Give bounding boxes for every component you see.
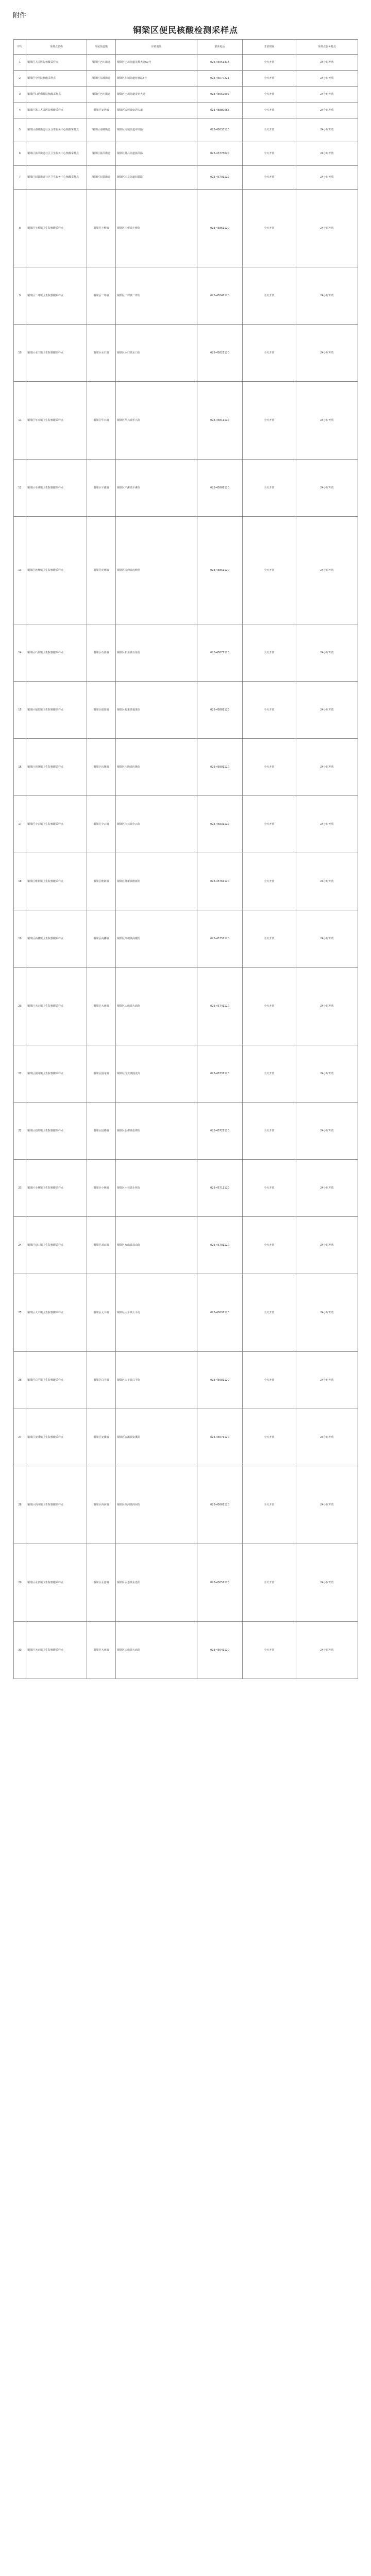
cell-features: 24小时开放	[296, 142, 358, 166]
header-site-name: 采样点名称	[26, 40, 87, 55]
cell-index: 30	[14, 1622, 26, 1679]
cell-town: 铜梁区巴川街道	[87, 87, 116, 103]
cell-index: 6	[14, 142, 26, 166]
cell-site-name: 铜梁区人民医院核酸采样点	[26, 55, 87, 71]
cell-hours: 全天开放	[243, 1544, 296, 1622]
cell-features: 24小时开放	[296, 624, 358, 682]
table-row	[14, 190, 358, 267]
cell-site-name: 铜梁区妇幼保健院核酸采样点	[26, 87, 87, 103]
cell-features: 24小时开放	[296, 267, 358, 325]
cell-town: 铜梁区二坪镇	[87, 267, 116, 325]
cell-address: 铜梁区侣俸镇侣俸街	[116, 1103, 197, 1160]
cell-phone: 023-45791120	[197, 166, 243, 190]
cell-hours: 全天开放	[243, 853, 296, 910]
cell-phone: 023-45651316	[197, 55, 243, 71]
table-row	[14, 1544, 358, 1622]
cell-phone: 023-45861120	[197, 190, 243, 267]
cell-site-name: 铜梁区大庙镇卫生院核酸采样点	[26, 1622, 87, 1679]
table-row	[14, 382, 358, 460]
cell-hours: 全天开放	[243, 1103, 296, 1160]
cell-hours: 全天开放	[243, 325, 296, 382]
cell-town: 铜梁区白羊镇	[87, 1352, 116, 1409]
cell-features: 24小时开放	[296, 1466, 358, 1544]
table-row	[14, 103, 358, 118]
cell-phone: 023-45821120	[197, 325, 243, 382]
cell-index: 22	[14, 1103, 26, 1160]
cell-site-name: 铜梁区水口镇卫生院核酸采样点	[26, 325, 87, 382]
cell-town: 铜梁区福果镇	[87, 682, 116, 739]
cell-phone: 023-45711120	[197, 1160, 243, 1217]
cell-phone: 023-45701120	[197, 1217, 243, 1274]
cell-site-name: 铜梁区南城街道社区卫生服务中心核酸采样点	[26, 118, 87, 142]
cell-address: 铜梁区福果镇福果街	[116, 682, 197, 739]
cell-hours: 全天开放	[243, 267, 296, 325]
cell-address: 铜梁区围龙镇围龙街	[116, 1045, 197, 1103]
cell-phone: 023-45641120	[197, 1622, 243, 1679]
cell-town: 铜梁区安居镇	[87, 103, 116, 118]
cell-address: 铜梁区蒲吕街道蒲吕路	[116, 142, 197, 166]
cell-features: 24小时开放	[296, 1622, 358, 1679]
cell-town: 铜梁区土桥镇	[87, 190, 116, 267]
cell-hours: 全天开放	[243, 1217, 296, 1274]
cell-address: 铜梁区白羊镇白羊街	[116, 1352, 197, 1409]
cell-hours: 全天开放	[243, 87, 296, 103]
cell-features: 24小时开放	[296, 682, 358, 739]
cell-index: 9	[14, 267, 26, 325]
cell-site-name: 铜梁区庆隆镇卫生院核酸采样点	[26, 739, 87, 796]
table-row	[14, 910, 358, 968]
header-town: 所属街道镇	[87, 40, 116, 55]
cell-phone: 023-45677221	[197, 71, 243, 87]
cell-town: 铜梁区太平镇	[87, 1274, 116, 1352]
table-row	[14, 118, 358, 142]
cell-phone: 023-45778020	[197, 142, 243, 166]
cell-features: 24小时开放	[296, 968, 358, 1045]
table-row	[14, 517, 358, 624]
cell-town: 铜梁区石鱼镇	[87, 624, 116, 682]
cell-hours: 全天开放	[243, 1160, 296, 1217]
cell-site-name: 铜梁区少云镇卫生院核酸采样点	[26, 796, 87, 853]
cell-town: 铜梁区庆隆镇	[87, 739, 116, 796]
cell-phone: 023-45721120	[197, 1103, 243, 1160]
cell-phone: 023-45880065	[197, 103, 243, 118]
cell-features: 24小时开放	[296, 1103, 358, 1160]
table-row	[14, 460, 358, 517]
cell-hours: 全天开放	[243, 1352, 296, 1409]
cell-address: 铜梁区大庙镇大庙街	[116, 1622, 197, 1679]
table-row	[14, 1274, 358, 1352]
cell-address: 铜梁区南城街道中兴路	[116, 118, 197, 142]
cell-phone: 023-45891120	[197, 739, 243, 796]
cell-features: 24小时开放	[296, 739, 358, 796]
cell-site-name: 铜梁区白羊镇卫生院核酸采样点	[26, 1352, 87, 1409]
cell-hours: 全天开放	[243, 517, 296, 624]
table-row	[14, 1045, 358, 1103]
cell-address: 铜梁区西河镇西河街	[116, 1466, 197, 1544]
cell-index: 3	[14, 87, 26, 103]
cell-address: 铜梁区虎峰镇虎峰街	[116, 517, 197, 624]
cell-hours: 全天开放	[243, 55, 296, 71]
cell-hours: 全天开放	[243, 682, 296, 739]
table-row	[14, 853, 358, 910]
cell-phone: 023-45731120	[197, 1045, 243, 1103]
cell-index: 27	[14, 1409, 26, 1466]
cell-town: 铜梁区蒲吕街道	[87, 142, 116, 166]
cell-address: 铜梁区水口镇水口街	[116, 325, 197, 382]
cell-features: 24小时开放	[296, 1274, 358, 1352]
table-row	[14, 739, 358, 796]
cell-address: 铜梁区东城街道营盘路6号	[116, 71, 197, 87]
cell-address: 铜梁区旧县街道旧县路	[116, 166, 197, 190]
cell-town: 铜梁区平滩镇	[87, 460, 116, 517]
table-row	[14, 1160, 358, 1217]
cell-index: 4	[14, 103, 26, 118]
cell-site-name: 铜梁区双山镇卫生院核酸采样点	[26, 1217, 87, 1274]
cell-site-name: 铜梁区永嘉镇卫生院核酸采样点	[26, 1544, 87, 1622]
cell-address: 铜梁区大庙镇大庙街	[116, 968, 197, 1045]
cell-town: 铜梁区西河镇	[87, 1466, 116, 1544]
cell-address: 铜梁区安溪镇安溪街	[116, 1409, 197, 1466]
cell-site-name: 铜梁区虎峰镇卫生院核酸采样点	[26, 517, 87, 624]
cell-index: 12	[14, 460, 26, 517]
cell-index: 29	[14, 1544, 26, 1622]
cell-features: 24小时开放	[296, 1409, 358, 1466]
cell-features: 24小时开放	[296, 517, 358, 624]
cell-town: 铜梁区永嘉镇	[87, 1544, 116, 1622]
cell-town: 铜梁区大庙镇	[87, 1622, 116, 1679]
cell-index: 21	[14, 1045, 26, 1103]
cell-index: 26	[14, 1352, 26, 1409]
cell-phone: 023-45761120	[197, 853, 243, 910]
cell-site-name: 铜梁区小林镇卫生院核酸采样点	[26, 1160, 87, 1217]
cell-index: 23	[14, 1160, 26, 1217]
cell-address: 铜梁区高楼镇高楼街	[116, 910, 197, 968]
annex-label: 附件	[13, 12, 27, 20]
cell-site-name: 铜梁区侣俸镇卫生院核酸采样点	[26, 1103, 87, 1160]
cell-phone: 023-45841120	[197, 267, 243, 325]
header-phone: 联系电话	[197, 40, 243, 55]
cell-features: 24小时开放	[296, 325, 358, 382]
cell-hours: 全天开放	[243, 142, 296, 166]
cell-features: 24小时开放	[296, 1217, 358, 1274]
cell-index: 5	[14, 118, 26, 142]
cell-town: 铜梁区东城街道	[87, 71, 116, 87]
cell-site-name: 铜梁区高楼镇卫生院核酸采样点	[26, 910, 87, 968]
cell-hours: 全天开放	[243, 796, 296, 853]
cell-hours: 全天开放	[243, 460, 296, 517]
cell-hours: 全天开放	[243, 1409, 296, 1466]
cell-phone: 023-45811120	[197, 382, 243, 460]
cell-phone: 023-45851120	[197, 517, 243, 624]
cell-hours: 全天开放	[243, 118, 296, 142]
cell-hours: 全天开放	[243, 71, 296, 87]
cell-address: 铜梁区二坪镇二坪街	[116, 267, 197, 325]
cell-index: 17	[14, 796, 26, 853]
cell-hours: 全天开放	[243, 382, 296, 460]
table-header-row	[14, 40, 358, 55]
cell-index: 19	[14, 910, 26, 968]
cell-town: 铜梁区南城街道	[87, 118, 116, 142]
cell-features: 24小时开放	[296, 1160, 358, 1217]
cell-index: 18	[14, 853, 26, 910]
table-row	[14, 166, 358, 190]
cell-hours: 全天开放	[243, 910, 296, 968]
cell-address: 铜梁区巴川街道龙都大道60号	[116, 55, 197, 71]
cell-hours: 全天开放	[243, 166, 296, 190]
cell-town: 铜梁区华兴镇	[87, 382, 116, 460]
table-row	[14, 142, 358, 166]
cell-address: 铜梁区石鱼镇石鱼街	[116, 624, 197, 682]
cell-features: 24小时开放	[296, 190, 358, 267]
cell-index: 11	[14, 382, 26, 460]
cell-index: 25	[14, 1274, 26, 1352]
cell-index: 15	[14, 682, 26, 739]
cell-phone: 023-45801120	[197, 460, 243, 517]
table-row	[14, 55, 358, 71]
cell-phone: 023-45671120	[197, 1409, 243, 1466]
cell-site-name: 铜梁区蒲吕街道社区卫生服务中心核酸采样点	[26, 142, 87, 166]
cell-index: 20	[14, 968, 26, 1045]
cell-features: 24小时开放	[296, 1352, 358, 1409]
cell-index: 7	[14, 166, 26, 190]
cell-town: 铜梁区虎峰镇	[87, 517, 116, 624]
table-row	[14, 968, 358, 1045]
cell-town: 铜梁区双山镇	[87, 1217, 116, 1274]
cell-phone: 023-45681120	[197, 1352, 243, 1409]
table-row	[14, 71, 358, 87]
cell-features: 24小时开放	[296, 55, 358, 71]
cell-site-name: 铜梁区太平镇卫生院核酸采样点	[26, 1274, 87, 1352]
cell-index: 8	[14, 190, 26, 267]
table-row	[14, 796, 358, 853]
cell-site-name: 铜梁区平滩镇卫生院核酸采样点	[26, 460, 87, 517]
header-hours: 开放时间	[243, 40, 296, 55]
cell-phone: 023-45633120	[197, 118, 243, 142]
cell-town: 铜梁区安溪镇	[87, 1409, 116, 1466]
cell-hours: 全天开放	[243, 1622, 296, 1679]
cell-town: 铜梁区维新镇	[87, 853, 116, 910]
table-row	[14, 87, 358, 103]
table-row	[14, 1409, 358, 1466]
cell-address: 铜梁区巴川街道金龙大道	[116, 87, 197, 103]
cell-site-name: 铜梁区土桥镇卫生院核酸采样点	[26, 190, 87, 267]
cell-index: 1	[14, 55, 26, 71]
cell-address: 铜梁区小林镇小林街	[116, 1160, 197, 1217]
document-title: 铜梁区便民核酸检测采样点	[132, 25, 238, 35]
cell-address: 铜梁区平滩镇平滩街	[116, 460, 197, 517]
cell-town: 铜梁区高楼镇	[87, 910, 116, 968]
cell-hours: 全天开放	[243, 968, 296, 1045]
table-row	[14, 1352, 358, 1409]
table-row	[14, 1103, 358, 1160]
cell-index: 28	[14, 1466, 26, 1544]
cell-site-name: 铜梁区石鱼镇卫生院核酸采样点	[26, 624, 87, 682]
cell-town: 铜梁区侣俸镇	[87, 1103, 116, 1160]
cell-hours: 全天开放	[243, 1045, 296, 1103]
table-body	[14, 55, 358, 1679]
cell-phone: 023-45751120	[197, 910, 243, 968]
cell-phone: 023-45871120	[197, 624, 243, 682]
cell-phone: 023-45831120	[197, 796, 243, 853]
cell-index: 24	[14, 1217, 26, 1274]
table-row	[14, 1217, 358, 1274]
table-row	[14, 267, 358, 325]
cell-hours: 全天开放	[243, 1274, 296, 1352]
cell-features: 24小时开放	[296, 460, 358, 517]
table-row	[14, 624, 358, 682]
cell-address: 铜梁区维新镇维新街	[116, 853, 197, 910]
cell-site-name: 铜梁区旧县街道社区卫生服务中心核酸采样点	[26, 166, 87, 190]
cell-address: 铜梁区庆隆镇庆隆街	[116, 739, 197, 796]
cell-features: 24小时开放	[296, 1544, 358, 1622]
cell-town: 铜梁区旧县街道	[87, 166, 116, 190]
cell-phone: 023-45652002	[197, 87, 243, 103]
header-address: 详细地址	[116, 40, 197, 55]
cell-features: 24小时开放	[296, 1045, 358, 1103]
header-features: 采样点服务特点	[296, 40, 358, 55]
cell-features: 24小时开放	[296, 853, 358, 910]
table-row	[14, 682, 358, 739]
cell-town: 铜梁区小林镇	[87, 1160, 116, 1217]
cell-hours: 全天开放	[243, 190, 296, 267]
table-row	[14, 1622, 358, 1679]
cell-address: 铜梁区安居镇安居大道	[116, 103, 197, 118]
cell-site-name: 铜梁区维新镇卫生院核酸采样点	[26, 853, 87, 910]
cell-town: 铜梁区巴川街道	[87, 55, 116, 71]
cell-site-name: 铜梁区华兴镇卫生院核酸采样点	[26, 382, 87, 460]
cell-town: 铜梁区围龙镇	[87, 1045, 116, 1103]
cell-site-name: 铜梁区西河镇卫生院核酸采样点	[26, 1466, 87, 1544]
table-row	[14, 325, 358, 382]
cell-features: 24小时开放	[296, 118, 358, 142]
cell-address: 铜梁区太平镇太平街	[116, 1274, 197, 1352]
cell-hours: 全天开放	[243, 103, 296, 118]
cell-address: 铜梁区土桥镇土桥街	[116, 190, 197, 267]
cell-site-name: 铜梁区围龙镇卫生院核酸采样点	[26, 1045, 87, 1103]
sampling-sites-table	[13, 39, 358, 1679]
cell-hours: 全天开放	[243, 624, 296, 682]
cell-index: 2	[14, 71, 26, 87]
cell-features: 24小时开放	[296, 103, 358, 118]
cell-town: 铜梁区少云镇	[87, 796, 116, 853]
cell-site-name: 铜梁区安溪镇卫生院核酸采样点	[26, 1409, 87, 1466]
cell-features: 24小时开放	[296, 166, 358, 190]
cell-features: 24小时开放	[296, 87, 358, 103]
cell-features: 24小时开放	[296, 382, 358, 460]
cell-address: 铜梁区华兴镇华兴街	[116, 382, 197, 460]
cell-site-name: 铜梁区第三人民医院核酸采样点	[26, 103, 87, 118]
table-row	[14, 1466, 358, 1544]
cell-phone: 023-45691120	[197, 1274, 243, 1352]
cell-address: 铜梁区少云镇少云街	[116, 796, 197, 853]
cell-hours: 全天开放	[243, 1466, 296, 1544]
cell-town: 铜梁区大庙镇	[87, 968, 116, 1045]
cell-address: 铜梁区永嘉镇永嘉街	[116, 1544, 197, 1622]
cell-site-name: 铜梁区大庙镇卫生院核酸采样点	[26, 968, 87, 1045]
header-index: 序号	[14, 40, 26, 55]
cell-features: 24小时开放	[296, 910, 358, 968]
cell-hours: 全天开放	[243, 739, 296, 796]
cell-phone: 023-45661120	[197, 1466, 243, 1544]
cell-site-name: 铜梁区二坪镇卫生院核酸采样点	[26, 267, 87, 325]
cell-features: 24小时开放	[296, 71, 358, 87]
cell-town: 铜梁区水口镇	[87, 325, 116, 382]
cell-address: 铜梁区双山镇双山街	[116, 1217, 197, 1274]
cell-features: 24小时开放	[296, 796, 358, 853]
cell-index: 10	[14, 325, 26, 382]
cell-site-name: 铜梁区福果镇卫生院核酸采样点	[26, 682, 87, 739]
cell-phone: 023-45881120	[197, 682, 243, 739]
cell-phone: 023-45651120	[197, 1544, 243, 1622]
cell-site-name: 铜梁区中医院核酸采样点	[26, 71, 87, 87]
cell-phone: 023-45741120	[197, 968, 243, 1045]
cell-index: 13	[14, 517, 26, 624]
cell-index: 14	[14, 624, 26, 682]
cell-index: 16	[14, 739, 26, 796]
